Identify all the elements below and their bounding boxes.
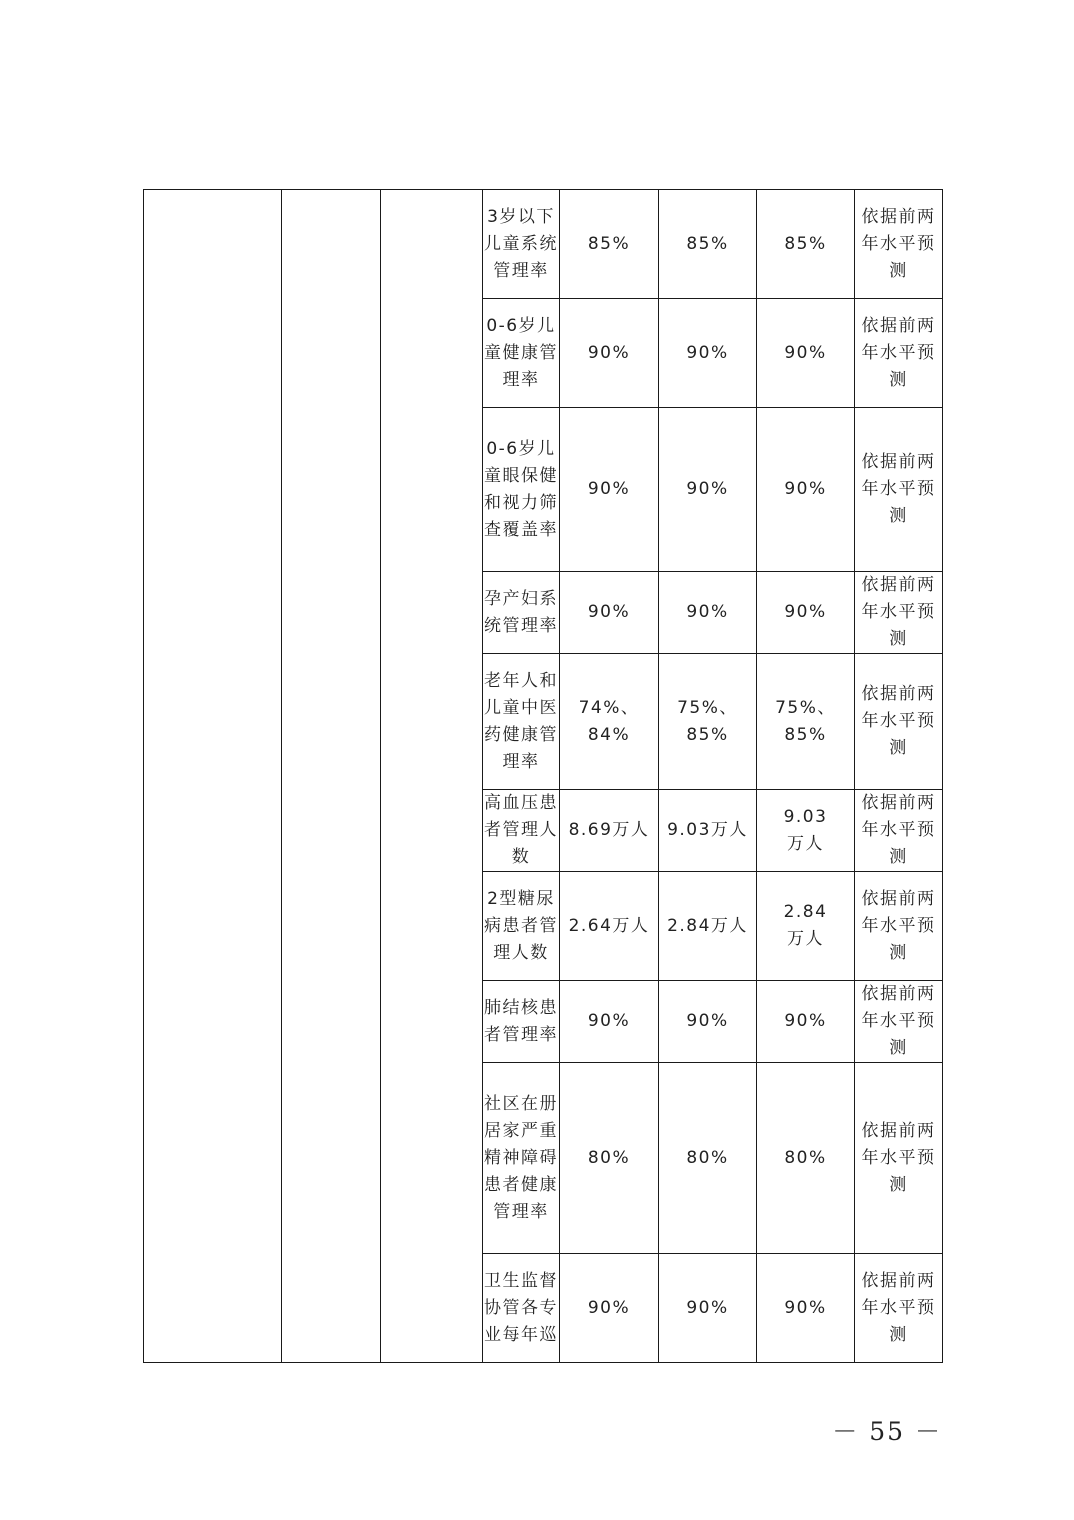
value-cell: 90% <box>659 1254 757 1363</box>
value-cell: 85% <box>659 190 757 299</box>
indicator-cell: 2型糖尿病患者管理人数 <box>483 872 560 981</box>
value-cell: 90% <box>560 981 659 1063</box>
value-cell: 90% <box>757 408 855 572</box>
indicator-cell: 0-6岁儿童健康管理率 <box>483 299 560 408</box>
value-cell: 80% <box>560 1063 659 1254</box>
basis-cell: 依据前两年水平预测 <box>855 872 943 981</box>
value-cell: 90% <box>659 299 757 408</box>
value-cell: 90% <box>659 408 757 572</box>
value-cell: 90% <box>757 572 855 654</box>
value-cell: 75%、85% <box>757 654 855 790</box>
basis-cell: 依据前两年水平预测 <box>855 654 943 790</box>
page-number: － 55 － <box>832 1417 942 1446</box>
value-cell: 90% <box>560 408 659 572</box>
basis-cell: 依据前两年水平预测 <box>855 190 943 299</box>
value-cell: 90% <box>659 572 757 654</box>
value-cell: 9.03万人 <box>659 790 757 872</box>
value-cell: 80% <box>757 1063 855 1254</box>
value-cell: 80% <box>659 1063 757 1254</box>
basis-cell: 依据前两年水平预测 <box>855 299 943 408</box>
value-cell: 8.69万人 <box>560 790 659 872</box>
indicator-cell: 肺结核患者管理率 <box>483 981 560 1063</box>
value-cell: 2.84万人 <box>757 872 855 981</box>
empty-cell <box>282 190 381 1363</box>
basis-cell: 依据前两年水平预测 <box>855 981 943 1063</box>
value-cell: 90% <box>757 1254 855 1363</box>
value-cell: 90% <box>757 981 855 1063</box>
basis-cell: 依据前两年水平预测 <box>855 408 943 572</box>
value-cell: 90% <box>560 572 659 654</box>
indicator-cell: 老年人和儿童中医药健康管理率 <box>483 654 560 790</box>
value-cell: 85% <box>560 190 659 299</box>
basis-cell: 依据前两年水平预测 <box>855 1063 943 1254</box>
indicator-cell: 社区在册居家严重精神障碍患者健康管理率 <box>483 1063 560 1254</box>
value-cell: 9.03万人 <box>757 790 855 872</box>
value-cell: 74%、84% <box>560 654 659 790</box>
basis-cell: 依据前两年水平预测 <box>855 572 943 654</box>
indicator-cell: 0-6岁儿童眼保健和视力筛查覆盖率 <box>483 408 560 572</box>
basis-cell: 依据前两年水平预测 <box>855 790 943 872</box>
performance-indicator-table <box>143 189 943 1363</box>
value-cell: 90% <box>659 981 757 1063</box>
empty-cell <box>381 190 483 1363</box>
value-cell: 2.64万人 <box>560 872 659 981</box>
empty-cell <box>144 190 282 1363</box>
value-cell: 85% <box>757 190 855 299</box>
indicator-cell: 3岁以下儿童系统管理率 <box>483 190 560 299</box>
table-row <box>144 190 943 299</box>
value-cell: 90% <box>560 299 659 408</box>
value-cell: 75%、85% <box>659 654 757 790</box>
basis-cell: 依据前两年水平预测 <box>855 1254 943 1363</box>
indicator-cell: 孕产妇系统管理率 <box>483 572 560 654</box>
value-cell: 90% <box>560 1254 659 1363</box>
indicator-cell: 卫生监督协管各专业每年巡 <box>483 1254 560 1363</box>
value-cell: 90% <box>757 299 855 408</box>
value-cell: 2.84万人 <box>659 872 757 981</box>
indicator-cell: 高血压患者管理人数 <box>483 790 560 872</box>
